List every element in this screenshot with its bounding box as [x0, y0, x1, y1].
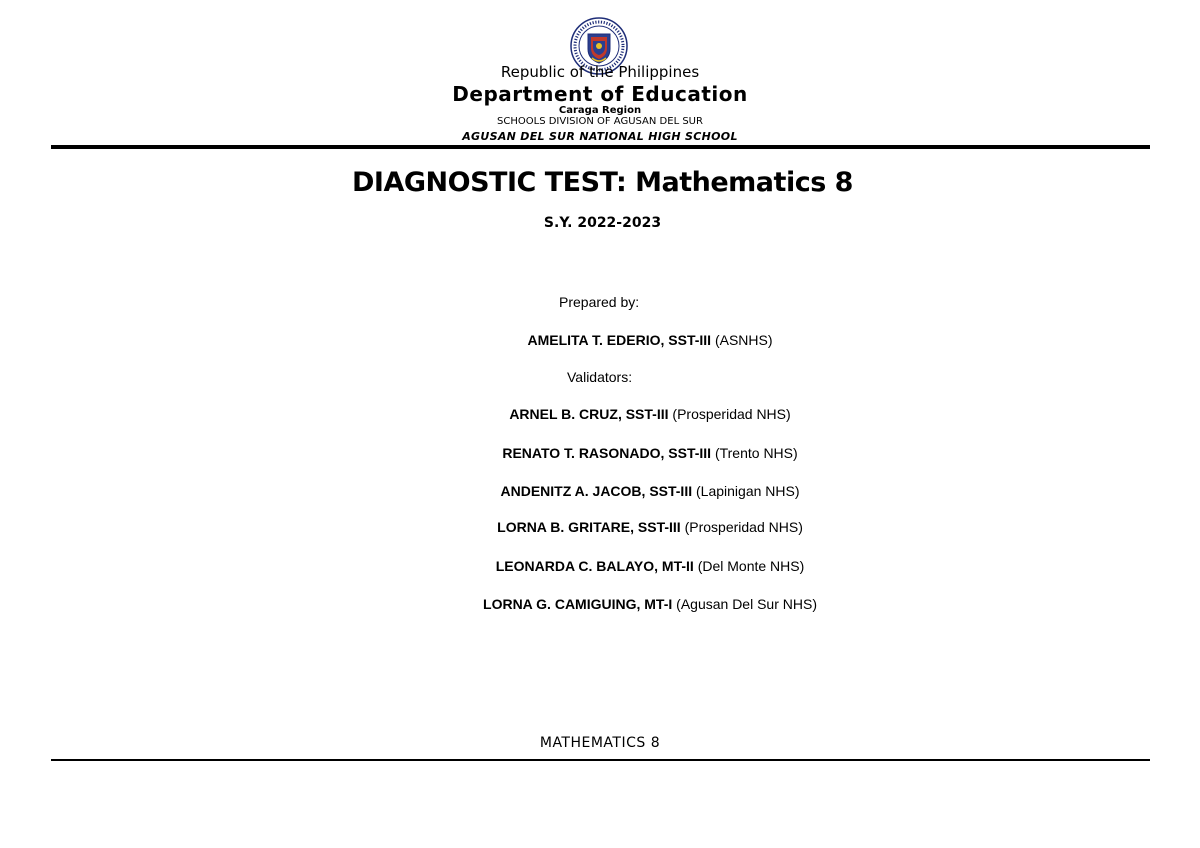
validator-line [0, 483, 1200, 499]
validator-name: LORNA G. CAMIGUING, MT-I [483, 596, 673, 612]
validator-affiliation: (Agusan Del Sur NHS) [676, 596, 817, 612]
validator-name: RENATO T. RASONADO, SST-III [502, 445, 712, 461]
page-title: DIAGNOSTIC TEST: Mathematics 8 [352, 167, 853, 198]
header-divider [51, 145, 1150, 149]
validator-affiliation: (Prosperidad NHS) [672, 406, 791, 422]
department-title: Department of Education [452, 82, 748, 106]
prepared-by-label: Prepared by: [559, 294, 640, 310]
author-affiliation: (ASNHS) [714, 332, 773, 348]
school-name: AGUSAN DEL SUR NATIONAL HIGH SCHOOL [462, 130, 738, 143]
validator-line [0, 406, 1200, 422]
validator-affiliation: (Prosperidad NHS) [684, 519, 803, 535]
validator-name: ANDENITZ A. JACOB, SST-III [500, 483, 693, 499]
validator-line [0, 558, 1200, 574]
validator-affiliation: (Lapinigan NHS) [696, 483, 800, 499]
validator-name: LORNA B. GRITARE, SST-III [497, 519, 681, 535]
validators-label: Validators: [567, 369, 633, 385]
footer-divider [51, 759, 1150, 761]
validator-name: LEONARDA C. BALAYO, MT-II [495, 558, 694, 574]
validator-affiliation: (Trento NHS) [714, 445, 798, 461]
author-line [0, 332, 1200, 348]
school-year: S.Y. 2022-2023 [543, 215, 662, 231]
validator-line [0, 596, 1200, 612]
author-name: AMELITA T. EDERIO, SST-III [527, 332, 712, 348]
validator-name: ARNEL B. CRUZ, SST-III [509, 406, 669, 422]
republic-text: Republic of the Philippines [500, 63, 700, 81]
validator-line [0, 445, 1200, 461]
region-text: Caraga Region [558, 105, 642, 116]
validator-affiliation: (Del Monte NHS) [697, 558, 805, 574]
footer-subject: MATHEMATICS 8 [539, 735, 661, 751]
division-text: SCHOOLS DIVISION OF AGUSAN DEL SUR [497, 116, 703, 127]
validator-line [0, 519, 1200, 535]
